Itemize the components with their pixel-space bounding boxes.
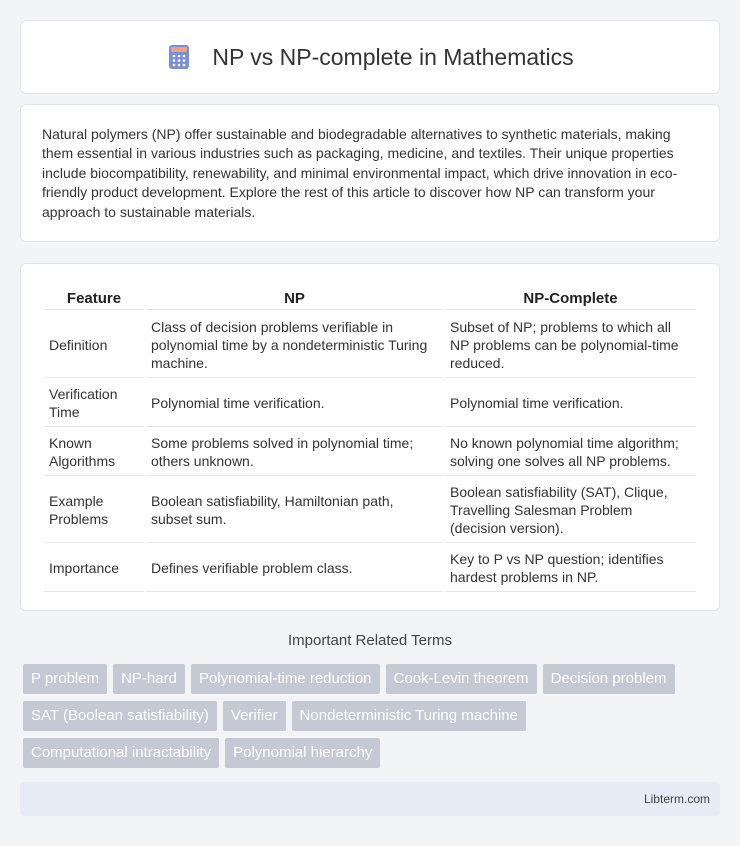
table-header-row [44, 286, 696, 310]
row-feature: Importance [44, 545, 144, 592]
footer [20, 782, 720, 816]
row-feature: Known Algorithms [44, 429, 144, 476]
header-np: NP [146, 286, 443, 310]
term-tag[interactable]: Nondeterministic Turing machine [292, 701, 526, 731]
row-feature: Verification Time [44, 380, 144, 427]
row-np-complete: Key to P vs NP question; identifies hardest problems in NP. [445, 545, 696, 592]
row-np-complete: Subset of NP; problems to which all NP problems can be polynomial-time reduced. [445, 312, 696, 378]
term-tag[interactable]: Polynomial-time reduction [191, 664, 380, 694]
term-tag[interactable]: Cook-Levin theorem [386, 664, 537, 694]
comparison-card [20, 263, 720, 611]
header-feature: Feature [44, 286, 144, 310]
term-tag[interactable]: P problem [23, 664, 107, 694]
row-np: Class of decision problems verifiable in polynomial time by a nondeterministic Turing machine. [146, 312, 443, 378]
term-tag[interactable]: Decision problem [543, 664, 675, 694]
table-row [44, 380, 696, 427]
row-np: Some problems solved in polynomial time; others unknown. [146, 429, 443, 476]
intro-card [20, 104, 720, 242]
header-card [20, 20, 720, 94]
calculator-icon [166, 44, 192, 70]
comparison-table [42, 284, 698, 594]
footer-brand-link[interactable]: Libterm.com [643, 792, 710, 806]
row-np: Polynomial time verification. [146, 380, 443, 427]
table-row [44, 429, 696, 476]
table-row [44, 545, 696, 592]
related-terms-list [23, 664, 720, 775]
row-np-complete: Polynomial time verification. [445, 380, 696, 427]
term-tag[interactable]: Verifier [223, 701, 286, 731]
page-title: NP vs NP-complete in Mathematics [212, 43, 574, 70]
row-np: Defines verifiable problem class. [146, 545, 443, 592]
term-tag[interactable]: NP-hard [113, 664, 185, 694]
row-np-complete: Boolean satisfiability (SAT), Clique, Travelling Salesman Problem (decision version). [445, 478, 696, 543]
table-row [44, 478, 696, 543]
row-feature: Definition [44, 312, 144, 378]
term-tag[interactable]: SAT (Boolean satisfiability) [23, 701, 217, 731]
row-np: Boolean satisfiability, Hamiltonian path, subset sum. [146, 478, 443, 543]
intro-paragraph: Natural polymers (NP) offer sustainable and biodegradable alternatives to synthetic materials, making them essential in various industries such as packaging, medicine, and textiles. Their unique properties include biocompatibility, renewability, and minimal environmental impact, which drive innovation in eco-friendly product development. Explore the rest of this article to discover how NP can transform your approach to sustainable materials. [42, 126, 678, 220]
term-tag[interactable]: Computational intractability [23, 738, 219, 768]
row-np-complete: No known polynomial time algorithm; solving one solves all NP problems. [445, 429, 696, 476]
related-terms-title: Important Related Terms [288, 632, 452, 649]
row-feature: Example Problems [44, 478, 144, 543]
term-tag[interactable]: Polynomial hierarchy [225, 738, 380, 768]
header-np-complete: NP-Complete [445, 286, 696, 310]
table-row [44, 312, 696, 378]
